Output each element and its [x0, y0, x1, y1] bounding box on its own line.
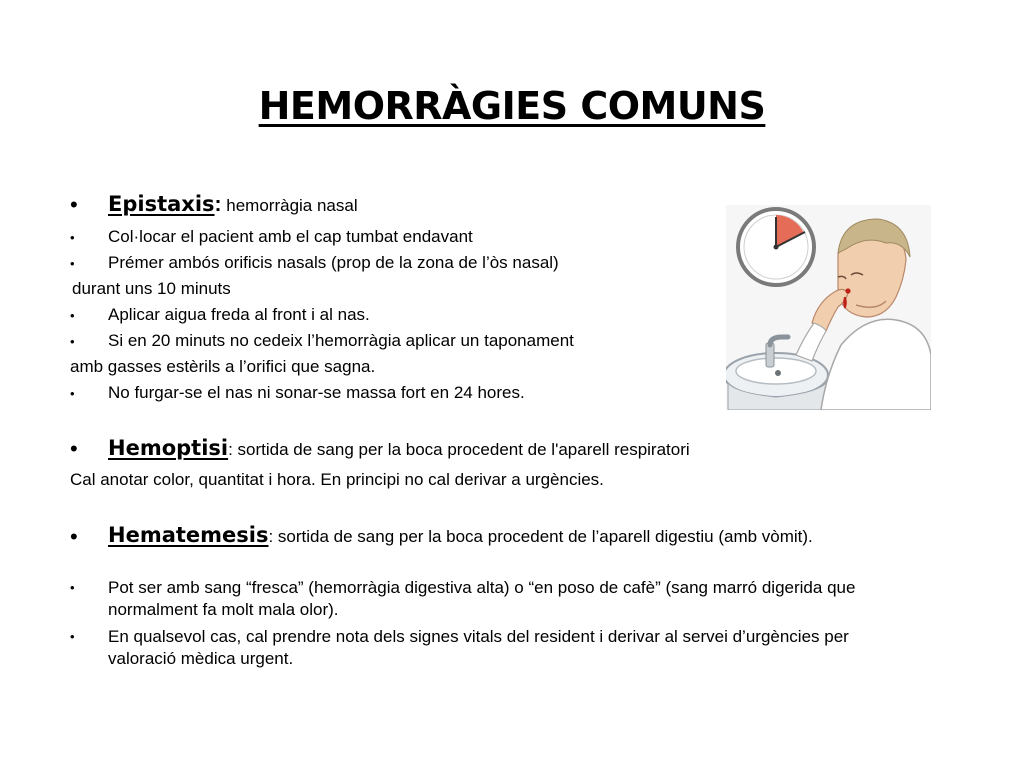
- bullet: •: [70, 629, 75, 644]
- epistaxis-definition: hemorràgia nasal: [226, 196, 358, 215]
- bullet: •: [70, 334, 75, 349]
- bullet: •: [70, 580, 75, 595]
- list-item-text: Prémer ambós orificis nasals (prop de la zona de l’òs nasal): [108, 253, 559, 272]
- clock-icon: [738, 209, 814, 285]
- bullet: •: [70, 524, 78, 549]
- bullet: •: [70, 386, 75, 401]
- bullet: •: [70, 230, 75, 245]
- bullet: •: [70, 308, 75, 323]
- epistaxis-colon: :: [214, 193, 222, 216]
- hematemesis-line: [108, 524, 888, 548]
- bullet: •: [70, 436, 78, 461]
- page-title: HEMORRÀGIES COMUNS: [258, 84, 766, 128]
- hematemesis-definition: : sortida de sang per la boca procedent de l’aparell digestiu (amb vòmit).: [268, 527, 813, 546]
- bullet: •: [70, 192, 78, 217]
- list-item-text: Aplicar aigua freda al front i al nas.: [108, 305, 370, 324]
- epistaxis-term: Epistaxis: [108, 192, 215, 216]
- nosebleed-illustration-svg: [726, 205, 931, 410]
- list-item-text: Si en 20 minuts no cedeix l’hemorràgia aplicar un taponament: [108, 331, 574, 350]
- nosebleed-illustration: [726, 205, 931, 410]
- hemoptisi-line: [108, 437, 690, 461]
- continuation-text: durant uns 10 minuts: [72, 279, 231, 298]
- hemoptisi-term: Hemoptisi: [108, 436, 229, 460]
- epistaxis-line: [108, 193, 358, 217]
- continuation-text: amb gasses estèrils a l’orifici que sagna.: [70, 357, 376, 376]
- list-item-text: No furgar-se el nas ni sonar-se massa fort en 24 hores.: [108, 383, 525, 402]
- hemoptisi-definition: : sortida de sang per la boca procedent de l'aparell respiratori: [228, 440, 690, 459]
- bullet: •: [70, 256, 75, 271]
- list-item-text: En qualsevol cas, cal prendre nota dels signes vitals del resident i derivar al servei d’urgències per valoració mèdica urgent.: [108, 627, 849, 668]
- list-item-text: Col·locar el pacient amb el cap tumbat endavant: [108, 227, 473, 246]
- hemoptisi-note: Cal anotar color, quantitat i hora. En principi no cal derivar a urgències.: [70, 470, 604, 489]
- hematemesis-term: Hematemesis: [108, 523, 269, 547]
- list-item-text: Pot ser amb sang “fresca” (hemorràgia digestiva alta) o “en poso de cafè” (sang marró digerida que normalment fa molt mala olor).: [108, 578, 856, 619]
